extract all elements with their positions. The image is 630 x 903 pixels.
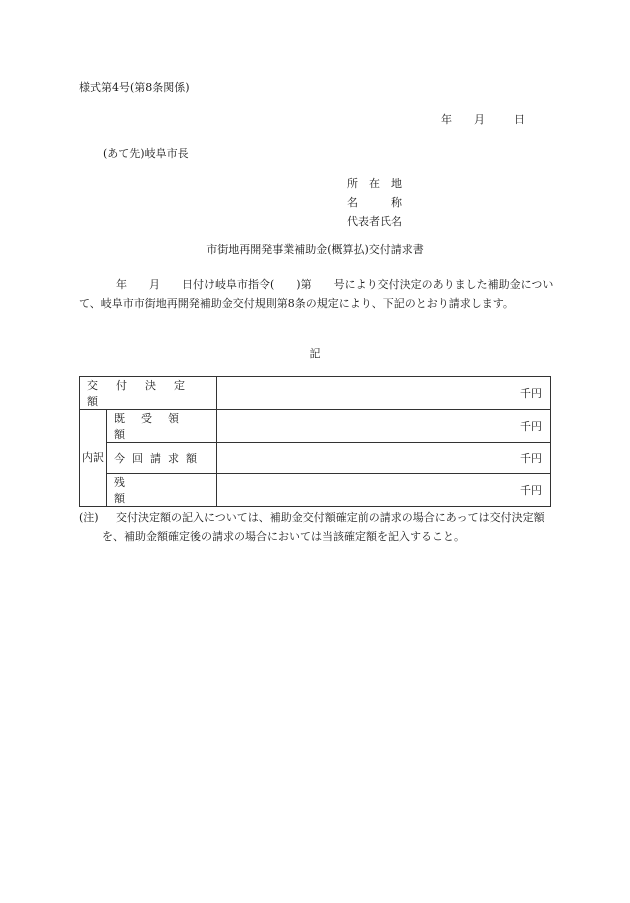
table-row	[80, 443, 551, 474]
breakdown-label: 内訳	[80, 410, 107, 507]
request-body	[79, 275, 554, 313]
note	[79, 508, 554, 546]
document-title: 市街地再開発事業補助金(概算払)交付請求書	[206, 243, 424, 256]
date-year: 年	[441, 113, 452, 126]
date-month: 月	[474, 113, 485, 126]
amount-table	[79, 376, 551, 507]
row-unit-received: 千円	[217, 410, 551, 443]
request-body-text: 年 月 日付け岐阜市指令( )第 号により交付決定のありました補助金について、岐阜市市街地再開発補助金交付規則第8条の規定により、下記のとおり請求します。	[79, 278, 554, 310]
applicant-name-label: 名 称	[347, 196, 402, 209]
applicant-representative-label: 代表者氏名	[347, 215, 402, 228]
row-label-received: 既受領額	[107, 410, 217, 443]
addressee: (あて先)岐阜市長	[103, 147, 189, 160]
table-row	[80, 474, 551, 507]
row-unit-remaining: 千円	[217, 474, 551, 507]
table-row	[80, 377, 551, 410]
row-unit-current: 千円	[217, 443, 551, 474]
form-number: 様式第4号(第8条関係)	[79, 81, 190, 94]
date-day: 日	[514, 113, 525, 126]
date-line	[441, 113, 525, 126]
applicant-address-label: 所 在 地	[347, 177, 402, 190]
row-label-decided: 交付決定額	[80, 377, 217, 410]
ki-heading: 記	[309, 347, 321, 360]
table-row	[80, 410, 551, 443]
row-unit-decided: 千円	[217, 377, 551, 410]
row-label-current: 今回請求額	[107, 443, 217, 474]
note-prefix: (注)	[79, 511, 99, 524]
row-label-remaining: 残額	[107, 474, 217, 507]
note-body: 交付決定額の記入については、補助金交付額確定前の請求の場合にあっては交付決定額を、補助金額確定後の請求の場合においては当該確定額を記入すること。	[102, 511, 545, 543]
